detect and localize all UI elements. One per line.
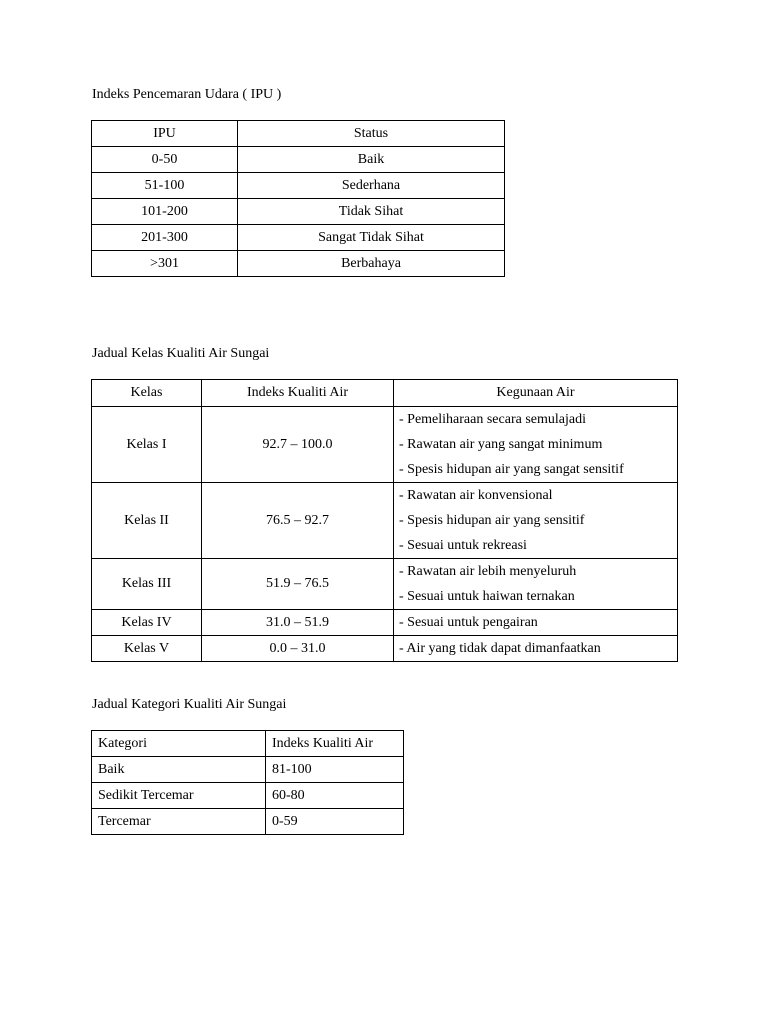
category-name-cell: Baik: [92, 757, 266, 783]
table-row: [92, 809, 404, 835]
table-header-row: [92, 731, 404, 757]
table-row: [92, 483, 678, 559]
category-table-title: Jadual Kategori Kualiti Air Sungai: [92, 697, 287, 712]
ipu-status-cell: Berbahaya: [238, 251, 505, 277]
column-header: Status: [238, 121, 505, 147]
use-item: - Rawatan air konvensional: [399, 488, 553, 503]
ipu-status-cell: Baik: [238, 147, 505, 173]
column-header: Kegunaan Air: [394, 380, 678, 407]
class-use-cell: [394, 559, 678, 610]
column-header: IPU: [92, 121, 238, 147]
class-use-cell: [394, 610, 678, 636]
category-index-cell: 60-80: [266, 783, 404, 809]
column-header: Kelas: [92, 380, 202, 407]
class-name-cell: Kelas III: [92, 559, 202, 610]
column-header: Kategori: [92, 731, 266, 757]
ipu-table-title: Indeks Pencemaran Udara ( IPU ): [92, 87, 282, 102]
class-name-cell: Kelas V: [92, 636, 202, 662]
ipu-status-cell: Tidak Sihat: [238, 199, 505, 225]
column-header: Indeks Kualiti Air: [202, 380, 394, 407]
table-row: [92, 757, 404, 783]
class-use-cell: [394, 483, 678, 559]
class-use-cell: [394, 407, 678, 483]
table-row: [92, 783, 404, 809]
table-row: [92, 173, 505, 199]
table-row: [92, 559, 678, 610]
use-item: - Pemeliharaan secara semulajadi: [399, 412, 586, 427]
table-row: [92, 225, 505, 251]
class-index-cell: 31.0 – 51.9: [202, 610, 394, 636]
class-name-cell: Kelas IV: [92, 610, 202, 636]
use-item: - Rawatan air lebih menyeluruh: [399, 564, 577, 579]
table-header-row: [92, 121, 505, 147]
class-index-cell: 51.9 – 76.5: [202, 559, 394, 610]
ipu-range-cell: >301: [92, 251, 238, 277]
category-index-cell: 0-59: [266, 809, 404, 835]
category-index-cell: 81-100: [266, 757, 404, 783]
use-item: - Air yang tidak dapat dimanfaatkan: [399, 641, 601, 656]
table-row: [92, 407, 678, 483]
class-table-title: Jadual Kelas Kualiti Air Sungai: [92, 346, 270, 361]
ipu-status-cell: Sederhana: [238, 173, 505, 199]
use-item: - Sesuai untuk rekreasi: [399, 538, 527, 553]
water-category-table: [91, 730, 404, 835]
use-item: - Rawatan air yang sangat minimum: [399, 437, 603, 452]
use-item: - Sesuai untuk haiwan ternakan: [399, 589, 575, 604]
table-row: [92, 251, 505, 277]
table-row: [92, 147, 505, 173]
ipu-status-cell: Sangat Tidak Sihat: [238, 225, 505, 251]
ipu-range-cell: 51-100: [92, 173, 238, 199]
category-name-cell: Sedikit Tercemar: [92, 783, 266, 809]
category-name-cell: Tercemar: [92, 809, 266, 835]
ipu-table: [91, 120, 505, 277]
use-item: - Spesis hidupan air yang sangat sensitif: [399, 462, 624, 477]
class-index-cell: 92.7 – 100.0: [202, 407, 394, 483]
ipu-range-cell: 201-300: [92, 225, 238, 251]
class-name-cell: Kelas II: [92, 483, 202, 559]
use-item: - Spesis hidupan air yang sensitif: [399, 513, 585, 528]
use-item: - Sesuai untuk pengairan: [399, 615, 538, 630]
table-row: [92, 636, 678, 662]
ipu-range-cell: 0-50: [92, 147, 238, 173]
table-row: [92, 199, 505, 225]
table-header-row: [92, 380, 678, 407]
class-index-cell: 76.5 – 92.7: [202, 483, 394, 559]
class-name-cell: Kelas I: [92, 407, 202, 483]
class-index-cell: 0.0 – 31.0: [202, 636, 394, 662]
column-header: Indeks Kualiti Air: [266, 731, 404, 757]
water-class-table: [91, 379, 678, 662]
class-use-cell: [394, 636, 678, 662]
ipu-range-cell: 101-200: [92, 199, 238, 225]
table-row: [92, 610, 678, 636]
